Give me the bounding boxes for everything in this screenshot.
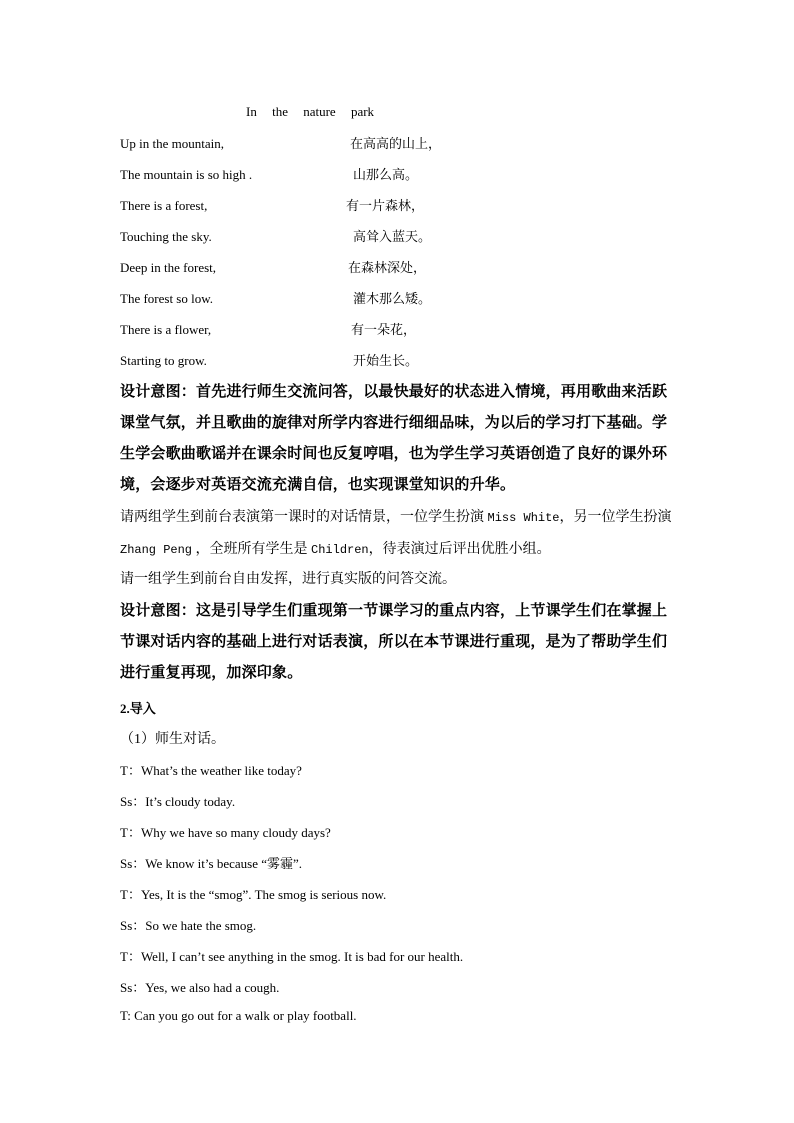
poem-line-zh: 在高高的山上， bbox=[350, 136, 442, 151]
poem-line-zh: 山那么高。 bbox=[353, 167, 419, 182]
poem-line-en: Starting to grow. bbox=[120, 353, 207, 368]
dialogue-line: Ss：We know it’s because “雾霾”. bbox=[120, 856, 303, 871]
poem-line-en: The forest so low. bbox=[120, 291, 214, 306]
instruction-paragraph bbox=[120, 502, 680, 566]
poem-line-en: Up in the mountain, bbox=[120, 136, 224, 151]
poem-line-zh: 在森林深处， bbox=[348, 260, 427, 275]
role-name: Children bbox=[311, 543, 369, 557]
instruction-text: 请两组学生到前台表演第一课时的对话情景，一位学生扮演 bbox=[120, 510, 488, 525]
subsection-heading: （1）师生对话。 bbox=[120, 732, 225, 747]
dialogue-line: Ss：It’s cloudy today. bbox=[120, 794, 236, 809]
dialogue-line: T: Can you go out for a walk or play football. bbox=[120, 1008, 357, 1023]
instruction-paragraph: 请一组学生到前台自由发挥，进行真实版的问答交流。 bbox=[120, 572, 456, 587]
instruction-text: ，待表演过后评出优胜小组。 bbox=[368, 542, 551, 557]
poem-line-en: The mountain is so high . bbox=[120, 167, 253, 182]
poem-line-zh: 高耸入蓝天。 bbox=[353, 229, 432, 244]
section-heading: 2.导入 bbox=[120, 701, 156, 716]
design-intent-paragraph: 设计意图：这是引导学生们重现第一节课学习的重点内容，上节课学生们在掌握上节课对话内容的基础上进行对话表演，所以在本节课进行重现，是为了帮助学生们进行重复再现，加深印象。 bbox=[120, 603, 668, 681]
dialogue-line: Ss：So we hate the smog. bbox=[120, 918, 257, 933]
poem-line-zh: 灌木那么矮。 bbox=[353, 291, 432, 306]
poem-line-zh: 有一片森林， bbox=[346, 198, 425, 213]
instruction-text: ，另一位学生扮演 bbox=[559, 510, 672, 525]
poem-line-en: Touching the sky. bbox=[120, 229, 212, 244]
dialogue-line: T：Yes, It is the “smog”. The smog is serious now. bbox=[120, 887, 387, 902]
dialogue-line: T：Well, I can’t see anything in the smog. It is bad for our health. bbox=[120, 949, 464, 964]
poem-line-en: Deep in the forest, bbox=[120, 260, 217, 275]
design-intent-paragraph: 设计意图：首先进行师生交流问答，以最快最好的状态进入情境，再用歌曲来活跃课堂气氛，并且歌曲的旋律对所学内容进行细细品味，为以后的学习打下基础。学生学会歌曲歌谣并在课余时间也反复哼唱，也为学生学习英语创造了良好的课外环境，会逐步对英语交流充满自信，也实现课堂知识的升华。 bbox=[120, 384, 668, 493]
dialogue-line: Ss：Yes, we also had a cough. bbox=[120, 980, 280, 995]
role-name: Zhang Peng bbox=[120, 543, 193, 557]
poem-line-zh: 开始生长。 bbox=[353, 353, 419, 368]
dialogue-line: T：What’s the weather like today? bbox=[120, 763, 302, 778]
poem-line-zh: 有一朵花， bbox=[351, 322, 417, 337]
poem-title: In the nature park bbox=[246, 104, 375, 119]
instruction-text: ，全班所有学生是 bbox=[192, 542, 312, 557]
poem-line-en: There is a flower, bbox=[120, 322, 212, 337]
role-name: Miss White bbox=[487, 511, 560, 525]
dialogue-line: T：Why we have so many cloudy days? bbox=[120, 825, 331, 840]
poem-line-en: There is a forest, bbox=[120, 198, 208, 213]
